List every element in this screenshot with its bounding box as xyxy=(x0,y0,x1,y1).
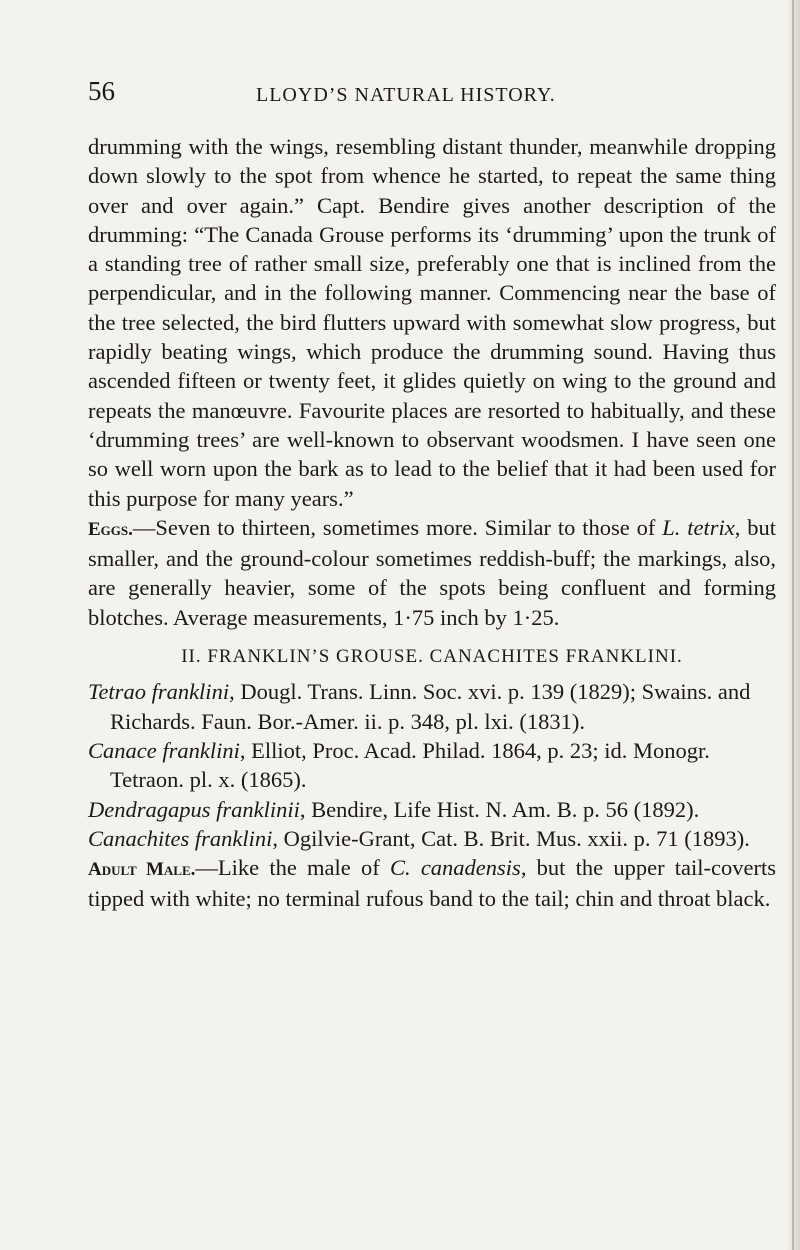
synonym-entry xyxy=(88,677,776,736)
synonym-entry xyxy=(88,736,776,795)
synonym-ref: , Dougl. Trans. Linn. Soc. xvi. p. 139 (1829); Swains. and Richards. Faun. Bor.-Amer. ii. p. 348, pl. lxi. (1831). xyxy=(110,679,751,734)
paragraph-drumming: drumming with the wings, resembling distant thunder, meanwhile dropping down slowly to the spot from whence he started, to repeat the same thing over and over again.” Capt. Bendire gives another description of the drumming: “The Canada Grouse performs its ‘drumming’ upon the trunk of a standing tree of rather small size, preferably one that is inclined from the perpendicular, and in the following manner. Commencing near the base of the tree selected, the bird flutters upward with somewhat slow progress, but rapidly beating wings, which produce the drumming sound. Having thus ascended fifteen or twenty feet, it glides quietly on wing to the ground and repeats the manœuvre. Favourite places are resorted to habitually, and these ‘drumming trees’ are well-known to observant woodsmen. I have seen one so well worn upon the bark as to lead to the belief that it had been used for this purpose for many years.” xyxy=(88,134,776,511)
page-edge-line xyxy=(792,0,794,1250)
eggs-text-a: —Seven to thirteen, sometimes more. Similar to those of xyxy=(132,514,663,540)
synonym-ref: , Bendire, Life Hist. N. Am. B. p. 56 (1892). xyxy=(299,796,700,822)
running-title: LLOYD’S NATURAL HISTORY. xyxy=(256,84,556,106)
synonym-name: Dendragapus franklinii xyxy=(88,796,300,822)
book-page xyxy=(88,68,776,914)
eggs-label: Eggs. xyxy=(88,518,133,540)
synonym-entry xyxy=(88,824,776,853)
adult-male-species: C. canadensis xyxy=(389,855,521,881)
synonym-entry xyxy=(88,795,776,824)
adult-male-text-b: , but the upper tail-coverts tipped with white; no terminal rufous band to the tail; chin and throat black. xyxy=(88,855,776,912)
section-title: II. FRANKLIN’S GROUSE. CANACHITES FRANKLINI. xyxy=(181,646,683,668)
page-number: 56 xyxy=(88,76,115,106)
synonym-name: Tetrao franklini xyxy=(88,679,230,705)
synonym-ref: , Elliot, Proc. Acad. Philad. 1864, p. 23; id. Monogr. Tetraon. pl. x. (1865). xyxy=(110,737,710,793)
page-header xyxy=(88,68,776,108)
synonym-ref: , Ogilvie-Grant, Cat. B. Brit. Mus. xxii. p. 71 (1893). xyxy=(272,825,750,851)
eggs-species: L. tetrix xyxy=(662,514,735,540)
paragraph-eggs xyxy=(88,513,776,632)
adult-male-text-a: —Like the male of xyxy=(195,855,390,881)
body-text xyxy=(88,132,776,914)
adult-male-label: Adult Male. xyxy=(88,859,196,881)
eggs-text-b: , but smaller, and the ground-colour sometimes reddish-buff; the markings, also, are generally heavier, some of the spots being confluent and forming blotches. Average measurements, 1·75 inch by 1·25. xyxy=(88,514,776,630)
synonym-name: Canachites franklini xyxy=(88,825,273,851)
synonym-name: Canace franklini xyxy=(88,737,240,763)
paragraph-adult-male xyxy=(88,853,776,914)
